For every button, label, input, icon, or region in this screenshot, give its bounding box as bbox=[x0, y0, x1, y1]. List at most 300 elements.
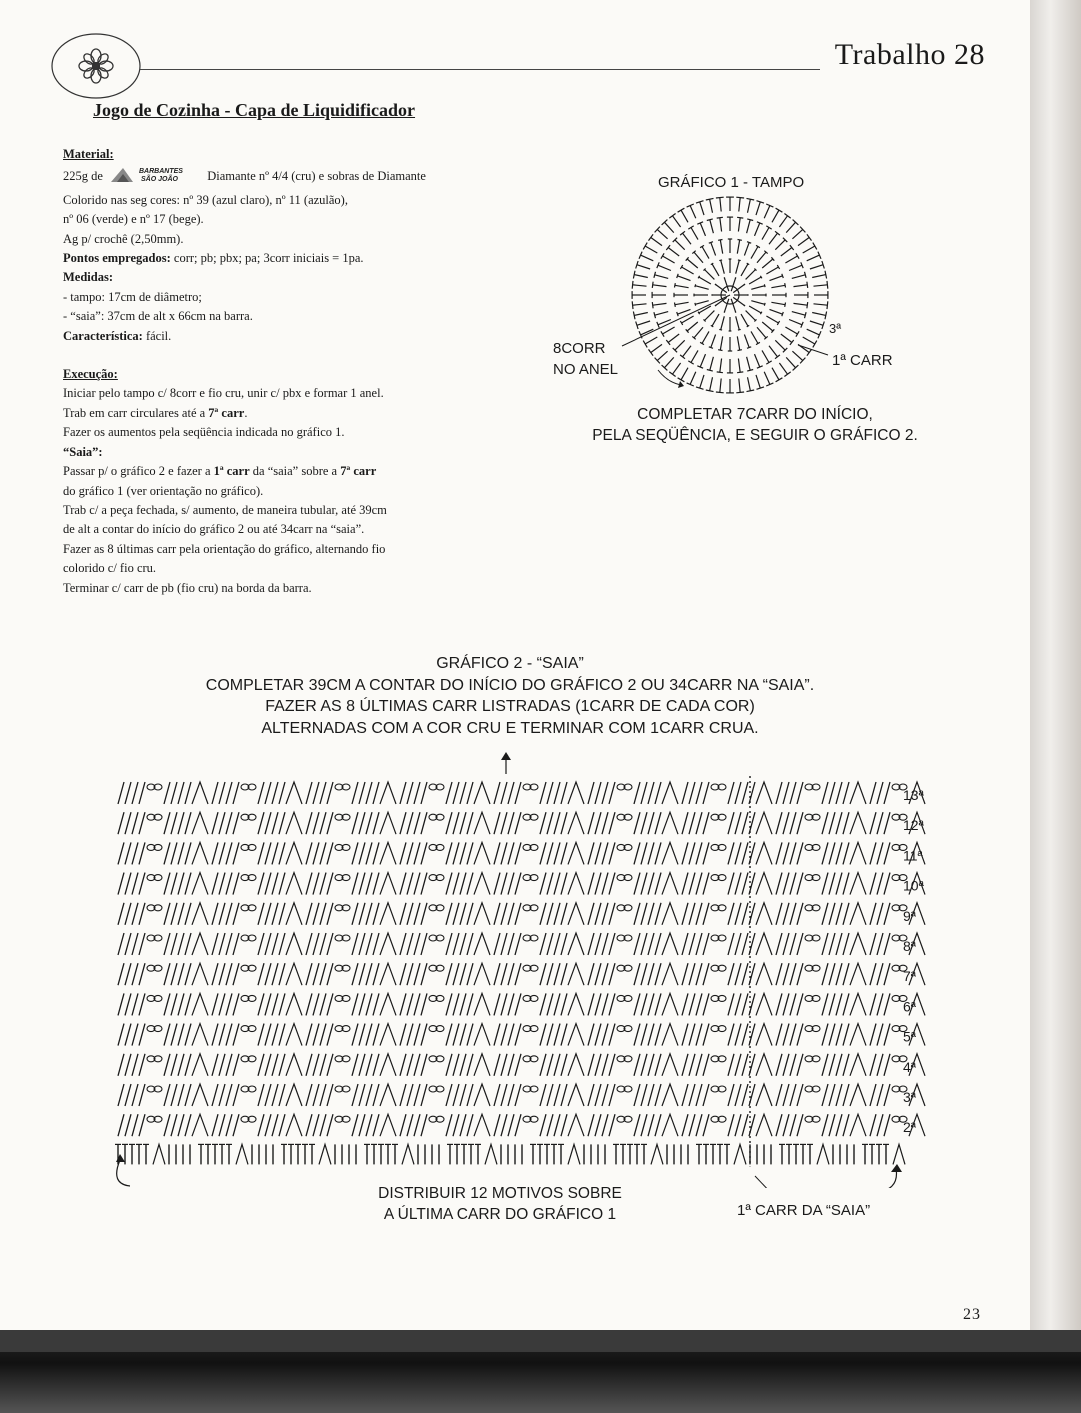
g1-stitch-top bbox=[747, 347, 751, 349]
grafico2-line1: COMPLETAR 39CM A CONTAR DO INÍCIO DO GRÁFICO 2 OU 34CARR NA “SAIA”. bbox=[205, 676, 815, 694]
g1-stitch bbox=[710, 357, 714, 371]
exec-p3: Fazer os aumentos pela seqüência indicada no gráfico 1. bbox=[63, 425, 345, 440]
g1-stitch bbox=[690, 206, 696, 219]
g1-stitch bbox=[738, 218, 740, 232]
pontos-text: corr; pb; pbx; pa; 3corr iniciais = 1pa. bbox=[173, 251, 364, 266]
g1-stitch bbox=[711, 242, 716, 255]
g1-stitch-top bbox=[719, 329, 722, 330]
g1-stitch bbox=[691, 350, 698, 362]
g1-stitch bbox=[675, 340, 685, 350]
g1-stitch bbox=[766, 267, 778, 274]
g1-stitch bbox=[789, 320, 802, 325]
g1-stitch bbox=[807, 329, 820, 335]
stitch-row bbox=[118, 842, 925, 864]
g1-stitch-top bbox=[669, 372, 675, 377]
row-label: 5ª bbox=[903, 1028, 916, 1045]
exec-p2: Trab em carr circulares até a 7ª carr. bbox=[63, 405, 248, 420]
g1-stitch bbox=[781, 334, 792, 343]
g1-stitch bbox=[812, 313, 826, 316]
stitch-row bbox=[118, 963, 925, 985]
g1-stitch-top bbox=[813, 341, 817, 348]
g1-stitch bbox=[633, 285, 647, 286]
note-line-1: COMPLETAR 7CARR DO INÍCIO, bbox=[637, 406, 873, 423]
g1-stitch bbox=[744, 335, 749, 348]
g1-stitch bbox=[789, 265, 802, 270]
g1-stitch bbox=[755, 354, 760, 367]
g1-stitch bbox=[675, 285, 689, 287]
g1-stitch-top bbox=[716, 197, 724, 198]
material-heading: Material: bbox=[63, 147, 114, 161]
g1-stitch bbox=[810, 321, 823, 325]
g1-stitch bbox=[721, 260, 725, 274]
g1-stitch-top bbox=[785, 303, 786, 307]
g1-stitch bbox=[786, 222, 795, 232]
g1-stitch bbox=[712, 264, 719, 276]
g1-stitch-top bbox=[707, 219, 713, 221]
g1-stitch-top bbox=[716, 392, 724, 393]
label-8corr: 8CORR bbox=[553, 340, 606, 357]
g1-stitch bbox=[770, 309, 783, 314]
material-line-3: nº 06 (verde) e nº 17 (bege). bbox=[63, 212, 204, 227]
g1-stitch bbox=[675, 302, 689, 304]
g1-stitch bbox=[645, 246, 657, 253]
g1-stitch-top bbox=[747, 198, 755, 200]
g1-stitch bbox=[786, 357, 795, 367]
medida-tampo: - tampo: 17cm de diâmetro; bbox=[63, 289, 202, 304]
g1-stitch-top bbox=[807, 234, 812, 240]
g1-stitch-top bbox=[678, 378, 685, 382]
g1-stitch-top bbox=[776, 378, 783, 382]
g1-stitch bbox=[672, 363, 680, 374]
material-line-1 bbox=[63, 164, 513, 190]
g1-stitch bbox=[695, 301, 709, 305]
g1-stitch-top bbox=[744, 305, 745, 306]
g1-stitch-top bbox=[825, 312, 827, 320]
g1-stitch bbox=[653, 303, 667, 305]
g1-stitch-top bbox=[747, 390, 755, 392]
g1-stitch bbox=[755, 223, 760, 236]
exec-p5: do gráfico 1 (ver orientação no gráfico). bbox=[63, 483, 264, 498]
g1-stitch bbox=[720, 218, 722, 232]
header-rule bbox=[140, 69, 820, 70]
flower-icon bbox=[48, 30, 144, 100]
g1-stitch bbox=[757, 327, 766, 338]
g1-stitch-top bbox=[715, 284, 716, 285]
g1-stitch-top bbox=[675, 283, 676, 287]
execucao-heading: Execução: bbox=[63, 367, 118, 382]
medida-saia: - “saia”: 37cm de alt x 66cm na barra. bbox=[63, 309, 253, 324]
grafico2-line3: ALTERNADAS COM A COR CRU E TERMINAR COM 1CARR CRUA. bbox=[261, 719, 759, 737]
g1-stitch-top bbox=[695, 284, 696, 287]
g1-stitch-top bbox=[715, 305, 716, 306]
g1-stitch bbox=[746, 311, 756, 321]
g1-stitch-top bbox=[706, 390, 714, 392]
stitch-row bbox=[118, 933, 925, 955]
scanner-edge-top bbox=[0, 1330, 1081, 1352]
g1-stitch bbox=[721, 316, 725, 330]
g1-stitch-top bbox=[764, 303, 765, 306]
g1-stitch-top bbox=[736, 197, 744, 198]
pontos-line bbox=[63, 249, 513, 268]
g1-stitch bbox=[705, 311, 715, 321]
g1-stitch bbox=[762, 322, 773, 331]
g1-stitch-top bbox=[764, 284, 765, 287]
g1-stitch bbox=[720, 379, 721, 393]
g1-stitch bbox=[724, 278, 728, 291]
g1-stitch-top bbox=[633, 312, 635, 320]
g1-stitch bbox=[694, 327, 703, 338]
g1-stitch bbox=[691, 228, 698, 240]
g1-stitch-top bbox=[737, 372, 743, 373]
g1-stitch bbox=[710, 377, 713, 391]
material-qty: 225g de bbox=[63, 169, 103, 184]
g1-stitch bbox=[746, 270, 756, 280]
g1-stitch bbox=[651, 344, 662, 352]
brand-top: BARBANTES bbox=[139, 168, 184, 176]
g1-stitch bbox=[762, 259, 773, 268]
g1-stitch-top bbox=[709, 347, 713, 349]
g1-stitch bbox=[736, 316, 740, 330]
stitch-row bbox=[118, 1024, 925, 1046]
g1-stitch bbox=[736, 260, 740, 274]
g1-stitch-top bbox=[737, 217, 743, 218]
row-label: 8ª bbox=[903, 938, 916, 954]
foot-line-2: A ÚLTIMA CARR DO GRÁFICO 1 bbox=[383, 1206, 617, 1223]
grafico2-diagram bbox=[100, 748, 940, 1188]
g1-stitch bbox=[672, 216, 680, 227]
stitch-row bbox=[118, 782, 925, 804]
page-number: 23 bbox=[963, 1306, 981, 1323]
instructions bbox=[63, 145, 513, 598]
row-label: 9ª bbox=[903, 907, 916, 924]
exec-p9: colorido c/ fio cru. bbox=[63, 561, 157, 576]
g1-stitch-top bbox=[807, 282, 808, 288]
g1-stitch bbox=[764, 372, 770, 385]
g1-stitch-top bbox=[736, 392, 744, 393]
exec-p8: Fazer as 8 últimas carr pela orientação do gráfico, alternando fio bbox=[63, 541, 386, 556]
g1-stitch bbox=[668, 248, 679, 257]
g1-stitch bbox=[738, 359, 740, 373]
g1-stitch bbox=[664, 222, 673, 232]
g1-stitch-top bbox=[706, 198, 714, 200]
g1-stitch-top bbox=[738, 329, 741, 330]
g1-stitch-top bbox=[784, 372, 790, 377]
g1-stitch bbox=[733, 297, 744, 305]
g1-stitch bbox=[794, 285, 808, 287]
g1-stitch bbox=[681, 368, 688, 380]
g1-stitch-top bbox=[652, 302, 653, 308]
stitch-row bbox=[118, 1054, 925, 1076]
g1-stitch bbox=[739, 379, 740, 393]
g1-stitch bbox=[657, 229, 667, 238]
g1-stitch bbox=[720, 359, 722, 373]
g1-stitch bbox=[637, 321, 650, 325]
g1-stitch bbox=[772, 368, 779, 380]
g1-stitch bbox=[677, 276, 690, 281]
row-label: 13ª bbox=[903, 787, 924, 803]
brand-bottom: SÃO JOÃO bbox=[141, 176, 179, 184]
g1-stitch-top bbox=[825, 271, 827, 279]
grafico2-footnote bbox=[340, 1183, 660, 1225]
g1-stitch bbox=[785, 327, 797, 334]
g1-stitch-top bbox=[652, 282, 653, 288]
g1-stitch bbox=[720, 240, 722, 254]
row-label: 4ª bbox=[903, 1058, 916, 1075]
g1-stitch-top bbox=[827, 281, 828, 289]
g1-stitch bbox=[682, 267, 694, 274]
g1-stitch-top bbox=[632, 281, 633, 289]
g1-stitch-top bbox=[677, 312, 679, 316]
g1-stitch bbox=[785, 256, 797, 263]
g1-stitch bbox=[641, 255, 654, 261]
g1-stitch-top bbox=[807, 302, 808, 308]
first-row-label: 1ª CARR DA “SAIA” bbox=[737, 1202, 871, 1219]
g1-stitch-top bbox=[782, 312, 784, 316]
g1-stitch bbox=[751, 331, 758, 343]
g1-stitch bbox=[792, 229, 802, 238]
g1-stitch bbox=[687, 322, 698, 331]
g1-stitch bbox=[655, 275, 669, 279]
stitch-row bbox=[118, 873, 925, 895]
g1-stitch-top bbox=[784, 214, 790, 219]
g1-stitch bbox=[810, 265, 823, 269]
g1-stitch bbox=[781, 248, 792, 257]
exec-p7: de alt a contar do início do gráfico 2 ou até 34carr na “saia”. bbox=[63, 522, 365, 537]
grafico2-line2: FAZER AS 8 ÚLTIMAS CARR LISTRADAS (1CARR DE CADA COR) bbox=[265, 698, 755, 715]
g1-stitch bbox=[705, 270, 715, 280]
g1-stitch bbox=[720, 198, 721, 212]
g1-stitch bbox=[645, 337, 657, 344]
stitch-row bbox=[118, 1114, 925, 1136]
g1-stitch bbox=[710, 220, 714, 234]
g1-stitch bbox=[653, 285, 667, 287]
g1-stitch-top bbox=[738, 240, 742, 241]
g1-stitch bbox=[794, 303, 808, 305]
stitch-row bbox=[118, 812, 925, 834]
page-title: Trabalho 28 bbox=[834, 38, 985, 71]
g1-stitch bbox=[634, 275, 648, 278]
g1-stitch bbox=[731, 278, 735, 291]
stitch-row bbox=[118, 1084, 925, 1106]
exec-p1: Iniciar pelo tampo c/ 8corr e fio cru, unir c/ pbx e formar 1 anel. bbox=[63, 386, 384, 401]
g1-stitch bbox=[764, 206, 770, 219]
g1-stitch bbox=[664, 357, 673, 367]
g1-stitch bbox=[711, 335, 716, 348]
g1-stitch bbox=[751, 286, 765, 290]
g1-stitch bbox=[779, 216, 787, 227]
g1-stitch bbox=[737, 336, 739, 350]
g1-stitch-top bbox=[747, 242, 751, 244]
g1-stitch bbox=[770, 276, 783, 281]
foot-line-1: DISTRIBUIR 12 MOTIVOS SOBRE bbox=[378, 1185, 622, 1202]
g1-stitch bbox=[655, 312, 669, 316]
g1-stitch bbox=[748, 199, 751, 213]
row-label: 7ª bbox=[903, 968, 916, 985]
g1-stitch bbox=[699, 277, 711, 284]
g1-stitch bbox=[694, 252, 703, 263]
g1-stitch bbox=[741, 264, 748, 276]
g1-stitch bbox=[798, 237, 809, 245]
saia-label: “Saia”: bbox=[63, 444, 103, 459]
g1-stitch bbox=[749, 277, 761, 284]
g1-stitch bbox=[683, 346, 692, 357]
g1-stitch bbox=[771, 285, 785, 287]
g1-stitch-top bbox=[744, 284, 745, 285]
g1-stitch bbox=[747, 220, 751, 234]
g1-stitch bbox=[751, 301, 765, 305]
row-label: 6ª bbox=[903, 998, 916, 1015]
brand-logo bbox=[109, 164, 201, 190]
g1-stitch-top bbox=[707, 370, 713, 372]
g1-stitch bbox=[803, 337, 815, 344]
grafico1-note bbox=[520, 404, 990, 446]
g1-stitch-top bbox=[632, 301, 633, 309]
g1-stitch bbox=[668, 334, 679, 343]
exec-p10: Terminar c/ carr de pb (fio cru) na borda da barra. bbox=[63, 580, 312, 595]
g1-stitch bbox=[775, 240, 785, 250]
g1-stitch bbox=[747, 357, 751, 371]
g1-stitch bbox=[812, 275, 826, 278]
g1-stitch bbox=[702, 247, 709, 259]
g1-stitch-top bbox=[827, 301, 828, 309]
g1-stitch bbox=[663, 327, 675, 334]
g1-stitch-top bbox=[695, 303, 696, 306]
material-line-4: Ag p/ crochê (2,50mm). bbox=[63, 231, 184, 246]
stitch-row bbox=[118, 993, 925, 1015]
g1-stitch bbox=[700, 375, 704, 388]
g1-stitch-top bbox=[643, 243, 647, 250]
stitch-row bbox=[115, 1144, 905, 1164]
row-label: 12ª bbox=[903, 817, 924, 834]
g1-stitch bbox=[751, 247, 758, 259]
g1-stitch bbox=[792, 275, 806, 279]
g1-stitch-top bbox=[709, 242, 713, 244]
g1-stitch-top bbox=[669, 214, 675, 219]
g1-stitch bbox=[710, 199, 713, 213]
g1-stitch-top bbox=[738, 350, 742, 351]
g1-stitch bbox=[769, 346, 778, 357]
g1-stitch bbox=[657, 351, 667, 360]
g1-stitch-top bbox=[747, 219, 753, 221]
g1-stitch bbox=[803, 246, 815, 253]
g1-stitch-top bbox=[782, 274, 784, 278]
g1-stitch bbox=[769, 233, 778, 244]
g1-stitch-top bbox=[649, 349, 654, 355]
g1-stitch-top bbox=[675, 303, 676, 307]
g1-stitch bbox=[712, 314, 719, 326]
g1-stitch-top bbox=[718, 350, 722, 351]
g1-stitch bbox=[748, 377, 751, 391]
g1-stitch bbox=[762, 228, 769, 240]
g1-stitch bbox=[757, 252, 766, 263]
row-label: 10ª bbox=[903, 877, 924, 894]
row-label: 3ª bbox=[903, 1089, 916, 1105]
medidas-label: Medidas: bbox=[63, 270, 113, 285]
g1-stitch bbox=[771, 302, 785, 304]
g1-stitch-top bbox=[719, 260, 722, 261]
g1-stitch bbox=[792, 312, 806, 316]
book-spine bbox=[1030, 0, 1081, 1413]
g1-stitch bbox=[737, 240, 739, 254]
g1-stitch bbox=[744, 242, 749, 255]
material-line-2: Colorido nas seg cores: nº 39 (azul claro), nº 11 (azulão), bbox=[63, 192, 348, 207]
caracteristica-line bbox=[63, 327, 513, 346]
material-yarn: Diamante nº 4/4 (cru) e sobras de Diamante bbox=[207, 169, 426, 184]
g1-stitch bbox=[700, 223, 705, 236]
note-line-2: PELA SEQÜÊNCIA, E SEGUIR O GRÁFICO 2. bbox=[592, 427, 918, 444]
g1-stitch bbox=[690, 372, 696, 385]
g1-stitch bbox=[702, 331, 709, 343]
g1-stitch-top bbox=[677, 274, 679, 278]
label-1-carr: 1ª CARR bbox=[832, 352, 893, 369]
g1-stitch bbox=[814, 285, 828, 286]
g1-stitch bbox=[775, 340, 785, 350]
g1-stitch bbox=[807, 255, 820, 261]
exec-p6: Trab c/ a peça fechada, s/ aumento, de maneira tubular, até 39cm bbox=[63, 502, 387, 517]
grafico2-header bbox=[100, 653, 920, 739]
g1-stitch bbox=[681, 210, 688, 222]
project-title: Jogo de Cozinha - Capa de Liquidificador bbox=[93, 100, 416, 120]
g1-stitch bbox=[634, 313, 648, 316]
grafico2-title: GRÁFICO 2 - “SAIA” bbox=[436, 655, 584, 672]
g1-stitch bbox=[663, 256, 675, 263]
g1-stitch bbox=[779, 363, 787, 374]
g1-stitch-top bbox=[807, 349, 812, 355]
grafico1-title: GRÁFICO 1 - TAMPO bbox=[658, 174, 805, 191]
exec-p4: Passar p/ o gráfico 2 e fazer a 1ª carr da “saia” sobre a 7ª carr bbox=[63, 464, 377, 479]
g1-stitch-top bbox=[649, 234, 654, 240]
g1-stitch bbox=[683, 233, 692, 244]
g1-stitch bbox=[720, 336, 722, 350]
g1-stitch-top bbox=[813, 243, 817, 250]
g1-stitch-top bbox=[776, 208, 783, 212]
g1-stitch-top bbox=[654, 312, 656, 318]
g1-stitch bbox=[715, 284, 726, 292]
g1-stitch bbox=[700, 354, 705, 367]
g1-stitch-top bbox=[785, 283, 786, 287]
g1-stitch bbox=[633, 304, 647, 305]
g1-stitch bbox=[756, 202, 760, 215]
g1-stitch-top bbox=[643, 341, 647, 348]
g1-stitch-top bbox=[747, 370, 753, 372]
g1-stitch bbox=[749, 306, 761, 313]
g1-stitch bbox=[766, 316, 778, 323]
g1-stitch bbox=[762, 350, 769, 362]
g1-stitch-top bbox=[717, 217, 723, 218]
g1-stitch bbox=[695, 286, 709, 290]
g1-stitch-top bbox=[717, 372, 723, 373]
label-3a: 3ª bbox=[829, 321, 842, 336]
row-label: 11ª bbox=[903, 847, 923, 864]
g1-stitch-top bbox=[654, 272, 656, 278]
g1-stitch bbox=[733, 284, 744, 292]
g1-stitch bbox=[687, 259, 698, 268]
g1-stitch bbox=[675, 240, 685, 250]
g1-stitch-top bbox=[633, 271, 635, 279]
g1-stitch bbox=[637, 265, 650, 269]
g1-stitch bbox=[741, 314, 748, 326]
g1-stitch bbox=[814, 304, 828, 305]
g1-stitch bbox=[658, 265, 671, 270]
g1-stitch-top bbox=[678, 208, 685, 212]
g1-stitch bbox=[651, 237, 662, 245]
label-no-anel: NO ANEL bbox=[553, 361, 619, 378]
g1-stitch-top bbox=[718, 240, 722, 241]
g1-stitch-top bbox=[738, 260, 741, 261]
carac-text: fácil. bbox=[145, 328, 172, 343]
pontos-label: Pontos empregados: bbox=[63, 251, 171, 266]
g1-stitch-top bbox=[805, 272, 807, 278]
